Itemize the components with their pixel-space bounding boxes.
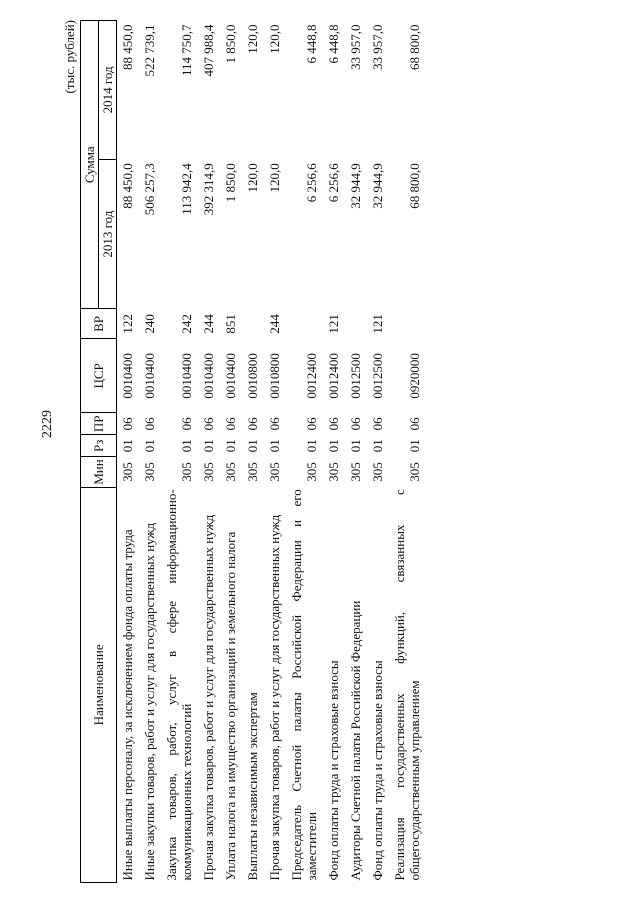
cell-csr: 0012400 (326, 353, 341, 399)
cell-2013: 6 256,6 (326, 163, 341, 203)
rotated-table-block (62, 20, 618, 883)
header-vr: ВР (81, 309, 117, 339)
cell-pr: 06 (245, 417, 260, 431)
cell-name: Фонд оплаты труда и страховые взносы (326, 660, 341, 881)
header-sum: Сумма (81, 21, 99, 309)
table-row (198, 21, 220, 883)
header-csr: ЦСР (81, 339, 117, 413)
table-row (345, 21, 367, 883)
cell-csr: 0012400 (304, 353, 319, 399)
cell-rz: 01 (326, 439, 341, 453)
cell-csr: 0010400 (120, 353, 135, 399)
cell-rz: 01 (245, 439, 260, 453)
header-min: Мин (81, 457, 117, 487)
cell-csr: 0012500 (348, 353, 363, 399)
cell-2013: 68 800,0 (407, 163, 422, 209)
table-row (367, 21, 389, 883)
cell-pr: 06 (407, 417, 422, 431)
cell-name: Прочая закупка товаров, работ и услуг для государственных нужд (267, 514, 282, 881)
cell-csr: 0012500 (370, 353, 385, 399)
cell-2013: 113 942,4 (179, 163, 194, 215)
cell-rz: 01 (179, 439, 194, 453)
cell-pr: 06 (267, 417, 282, 431)
cell-pr: 06 (326, 417, 341, 431)
cell-rz: 01 (304, 439, 319, 453)
cell-2014: 33 957,0 (370, 24, 385, 70)
table-row (286, 21, 323, 883)
cell-2013: 120,0 (267, 163, 282, 193)
header-2014: 2014 год (99, 21, 117, 160)
header-pr: ПР (81, 413, 117, 435)
cell-2014: 33 957,0 (348, 24, 363, 70)
cell-2014: 407 988,4 (201, 24, 216, 77)
cell-pr: 06 (370, 417, 385, 431)
cell-min: 305 (267, 462, 282, 482)
cell-min: 305 (348, 462, 363, 482)
cell-min: 305 (370, 462, 385, 482)
cell-rz: 01 (142, 439, 157, 453)
cell-vr: 244 (201, 314, 216, 334)
cell-2014: 522 739,1 (142, 24, 157, 77)
cell-2014: 1 850,0 (223, 24, 238, 64)
cell-min: 305 (142, 462, 157, 482)
cell-pr: 06 (223, 417, 238, 431)
cell-2013: 120,0 (245, 163, 260, 193)
table-header (81, 21, 117, 883)
cell-csr: 0010400 (201, 353, 216, 399)
cell-min: 305 (245, 462, 260, 482)
cell-name: Фонд оплаты труда и страховые взносы (370, 660, 385, 881)
cell-csr: 0010400 (179, 353, 194, 399)
cell-vr (345, 309, 367, 339)
cell-min: 305 (407, 462, 422, 482)
cell-2014: 120,0 (245, 24, 260, 54)
header-name: Наименование (81, 487, 117, 882)
cell-rz: 01 (348, 439, 363, 453)
cell-2014: 120,0 (267, 24, 282, 54)
cell-2014: 68 800,0 (407, 24, 422, 70)
table-body (117, 21, 427, 883)
cell-csr: 0920000 (407, 353, 422, 399)
cell-pr: 06 (142, 417, 157, 431)
budget-table (80, 20, 426, 883)
cell-min: 305 (201, 462, 216, 482)
table-row (389, 21, 426, 883)
cell-vr: 121 (370, 314, 385, 334)
cell-vr (389, 309, 426, 339)
table-row (117, 21, 140, 883)
page-number: 2229 (40, 410, 55, 438)
cell-min: 305 (223, 462, 238, 482)
cell-pr: 06 (120, 417, 135, 431)
cell-2014: 6 448,8 (304, 24, 319, 64)
table-row (242, 21, 264, 883)
header-2013: 2013 год (99, 159, 117, 309)
cell-vr (286, 309, 323, 339)
cell-2013: 88 450,0 (120, 163, 135, 209)
cell-2013: 32 944,9 (348, 163, 363, 209)
cell-vr: 244 (267, 314, 282, 334)
table-row (264, 21, 286, 883)
cell-name: Реализация государственных функций, связанных с общегосударственным управлением (392, 489, 422, 881)
cell-vr: 121 (326, 314, 341, 334)
cell-csr: 0010800 (245, 353, 260, 399)
cell-name: Закупка товаров, работ, услуг в сфере информационно-коммуникационных технологий (164, 489, 194, 881)
table-row (139, 21, 161, 883)
cell-2014: 6 448,8 (326, 24, 341, 64)
units-label: (тыс. рублей) (62, 20, 77, 94)
cell-min: 305 (120, 462, 135, 482)
cell-name: Прочая закупка товаров, работ и услуг для государственных нужд (201, 514, 216, 881)
cell-pr: 06 (179, 417, 194, 431)
cell-name: Иные выплаты персоналу, за исключением фонда оплаты труда (120, 529, 135, 881)
cell-name: Иные закупки товаров, работ и услуг для государственных нужд (142, 522, 157, 881)
table-row (220, 21, 242, 883)
cell-vr: 242 (179, 314, 194, 334)
cell-vr: 122 (120, 314, 135, 334)
cell-rz: 01 (370, 439, 385, 453)
cell-rz: 01 (407, 439, 422, 453)
cell-pr: 06 (201, 417, 216, 431)
cell-name: Выплаты независимым экспертам (245, 692, 260, 881)
cell-min: 305 (179, 462, 194, 482)
header-rz: Рз (81, 435, 117, 457)
cell-rz: 01 (120, 439, 135, 453)
cell-2013: 6 256,6 (304, 163, 319, 203)
cell-rz: 01 (267, 439, 282, 453)
cell-rz: 01 (201, 439, 216, 453)
cell-vr (242, 309, 264, 339)
cell-pr: 06 (348, 417, 363, 431)
cell-name: Аудиторы Счетной палаты Российской Федерации (348, 600, 363, 881)
cell-min: 305 (304, 462, 319, 482)
cell-vr: 240 (142, 314, 157, 334)
cell-name: Уплата налога на имущество организаций и земельного налога (223, 531, 238, 881)
cell-csr: 0010800 (267, 353, 282, 399)
cell-csr: 0010400 (223, 353, 238, 399)
cell-csr: 0010400 (142, 353, 157, 399)
cell-2013: 506 257,3 (142, 163, 157, 216)
cell-2013: 392 314,9 (201, 163, 216, 216)
cell-2013: 1 850,0 (223, 163, 238, 203)
table-row (161, 21, 198, 883)
cell-vr: 851 (223, 314, 238, 334)
cell-rz: 01 (223, 439, 238, 453)
cell-pr: 06 (304, 417, 319, 431)
cell-2013: 32 944,9 (370, 163, 385, 209)
cell-name: Председатель Счетной палаты Российской Федерации и его заместители (289, 489, 319, 881)
table-row (323, 21, 345, 883)
cell-min: 305 (326, 462, 341, 482)
cell-2014: 88 450,0 (120, 24, 135, 70)
cell-2014: 114 750,7 (179, 24, 194, 77)
